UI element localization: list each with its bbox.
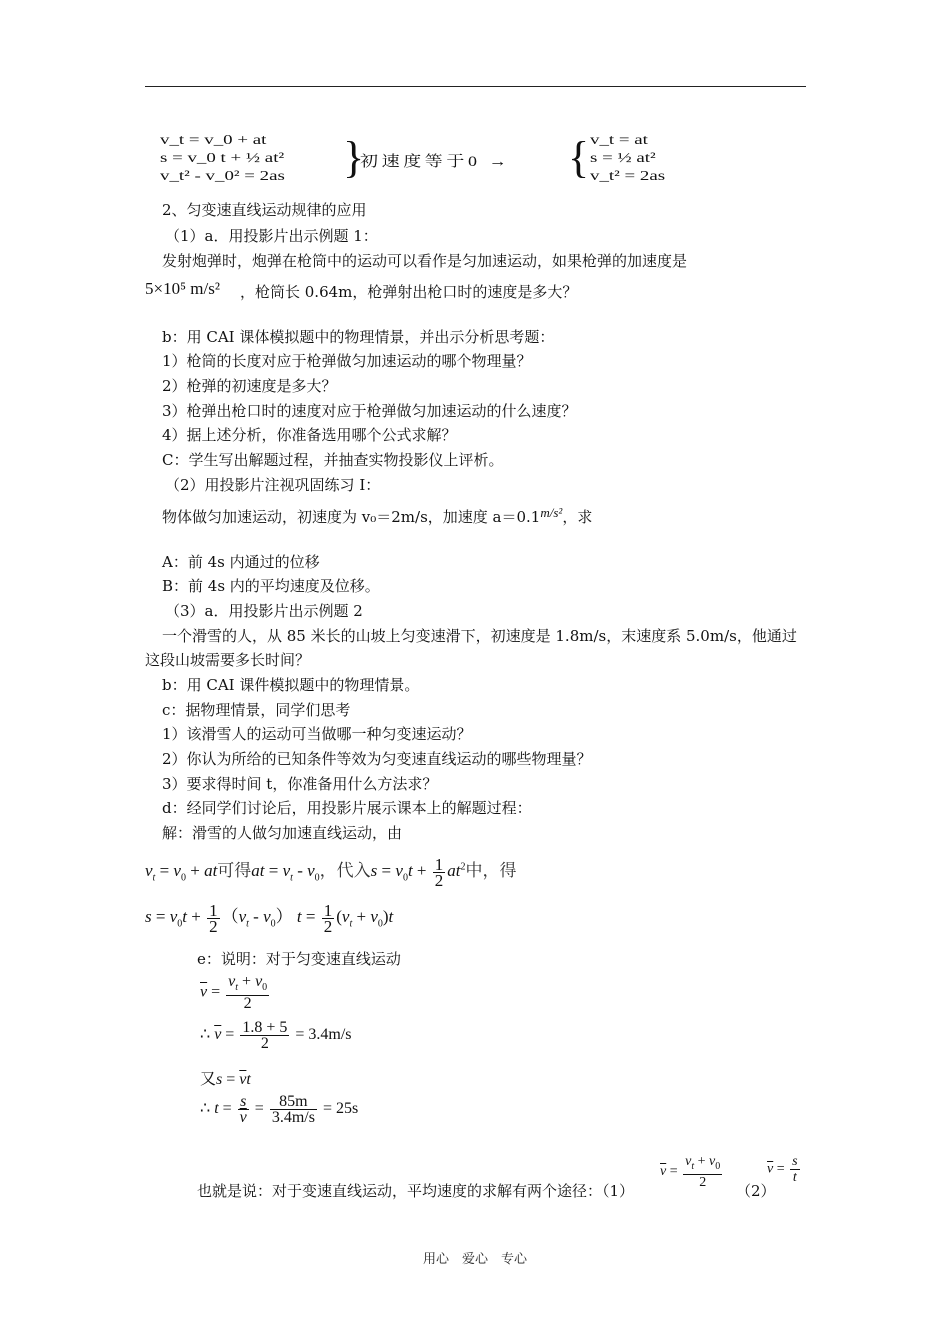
- avg-formula-2: $\overline{v}$ = $\frac{s}{t}$: [767, 1154, 798, 1185]
- conclusion-text: 也就是说：对于变速直线运动，平均速度的求解有两个途径：（1）: [197, 1182, 635, 1200]
- example2-b: b：用 CAI 课件模拟题中的物理情景。: [162, 676, 420, 694]
- question-2: 2）枪弹的初速度是多大？: [162, 377, 337, 395]
- formula-left: v_t = v_0 + at s = v_0 t + ½ at² v_t² - v_0² = 2as: [160, 133, 285, 184]
- formula-middle: 初速度等于0 →: [360, 154, 511, 170]
- formula-right: v_t = at s = ½ at² v_t² = 2as: [590, 133, 666, 184]
- example2-c: c：据物理情景，同学们思考: [162, 701, 351, 719]
- example2-q1: 1）该滑雪人的运动可当做哪一种匀变速运动？: [162, 725, 472, 743]
- formula-block: [160, 132, 720, 190]
- avg-formula-1: $\overline{v}$ = $\frac{v_t + v_0}{2}$: [660, 1154, 721, 1190]
- page-footer: 用心 爱心 专心: [422, 1252, 527, 1267]
- avg-velocity-calc: ∴ $\overline{v}$ = $\frac{1.8 + 5}{2}$ = 3.4m/s: [200, 1019, 352, 1052]
- step-c: C：学生写出解题过程，并抽查实物投影仪上评析。: [162, 451, 504, 469]
- example2-text-2: 这段山坡需要多长时间？: [145, 651, 311, 669]
- accel-value: 5×10⁵ m/s²: [145, 279, 220, 298]
- example2-q2: 2）你认为所给的已知条件等效为匀变速直线运动的哪些物理量？: [162, 750, 592, 768]
- exercise-a: A：前 4s 内通过的位移: [162, 553, 320, 571]
- example2-q3: 3）要求得时间 t，你准备用什么方法求？: [162, 775, 438, 793]
- equation-derivation-1: $v_t = v_0$ + at可得at = $v_t - v_0$，代入$s = v_0t$ + $\frac{1}{2}$ $at^2$中，得: [145, 854, 517, 890]
- question-3: 3）枪弹出枪口时的速度对应于枪弹做匀加速运动的什么速度？: [162, 402, 577, 420]
- example2-d: d：经同学们讨论后，用投影片展示课本上的解题过程：: [162, 799, 532, 817]
- displacement-relation: 又$s = \overline{v}t$: [200, 1071, 251, 1088]
- example1-title: （1）a．用投影片出示例题 1：: [165, 227, 378, 245]
- section-heading: 2、匀变速直线运动规律的应用: [162, 201, 367, 219]
- solution-intro: 解：滑雪的人做匀加速直线运动，由: [162, 824, 403, 842]
- formula-brace-left: {: [568, 133, 590, 182]
- question-4: 4）据上述分析，你准备选用哪个公式求解？: [162, 426, 457, 444]
- analysis-intro: b：用 CAI 课体模拟题中的物理情景，并出示分析思考题：: [162, 328, 555, 346]
- exercise-b: B：前 4s 内的平均速度及位移。: [162, 577, 380, 595]
- formula-brace-right: }: [343, 133, 365, 182]
- example2-title: （3）a．用投影片出示例题 2: [165, 602, 363, 620]
- header-rule: [145, 86, 806, 87]
- time-calc: ∴ t = $\frac{s}{v}$ = $\frac{85m}{3.4m/s}$ = 25s: [200, 1093, 359, 1126]
- example1-text: 发射炮弹时，炮弹在枪筒中的运动可以看作是匀加速运动，如果枪弹的加速度是: [162, 252, 688, 270]
- avg-velocity-formula: $\overline{v}$ = $\frac{v_t + v_0}{2}$: [200, 973, 268, 1013]
- equation-derivation-2: $s = v_0t$ + $\frac{1}{2}$ $(v_t - v_0) t$ = $\frac{1}{2}$ $(v_t + v_0)t$: [145, 900, 394, 936]
- example2-text-1: 一个滑雪的人，从 85 米长的山坡上匀变速滑下，初速度是 1.8m/s，末速度系 5.0m/s，他通过: [162, 627, 797, 645]
- exercise-title: （2）用投影片注视巩固练习 I：: [165, 476, 381, 494]
- example1-question: ，枪筒长 0.64m，枪弹射出枪口时的速度是多大？: [240, 283, 578, 301]
- note-e: e：说明：对于匀变速直线运动: [197, 950, 401, 968]
- conclusion-option-2: （2）: [736, 1182, 776, 1200]
- exercise-text: 物体做匀加速运动，初速度为 v₀＝2m/s，加速度 a＝0.1m/s²，求: [162, 505, 593, 526]
- question-1: 1）枪筒的长度对应于枪弹做匀加速运动的哪个物理量？: [162, 352, 532, 370]
